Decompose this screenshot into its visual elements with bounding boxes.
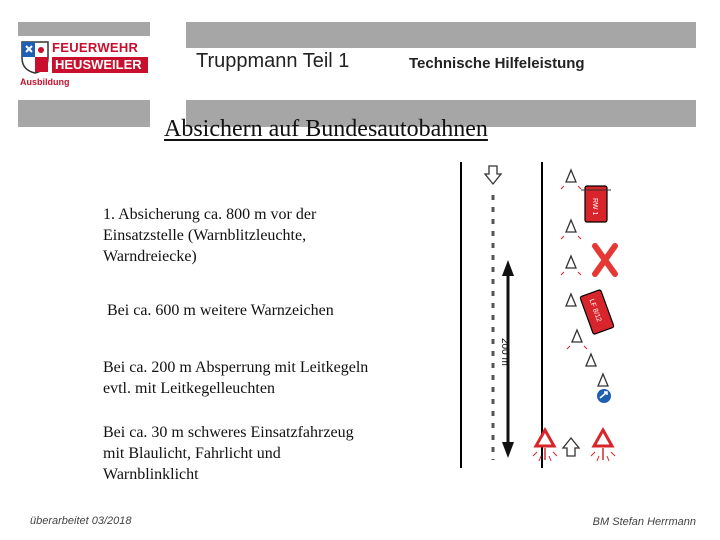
traffic-cone-icon — [566, 220, 576, 232]
traffic-cone-icon — [572, 330, 582, 342]
paragraph-line: Einsatzstelle (Warnblitzleuchte, — [103, 227, 307, 244]
header-subtitle: Technische Hilfeleistung — [409, 55, 585, 72]
paragraph-3 — [103, 357, 368, 399]
warning-triangle-icon — [591, 430, 615, 461]
distance-label: 200 m — [499, 338, 510, 366]
traffic-cone-icon — [598, 374, 608, 386]
crest-icon — [20, 40, 50, 74]
paragraph-line: Bei ca. 30 m schweres Einsatzfahrzeug — [103, 424, 354, 441]
fire-engine-icon — [580, 289, 614, 334]
header-title: Truppmann Teil 1 — [196, 50, 350, 72]
footer-revision: überarbeitet 03/2018 — [30, 515, 132, 527]
paragraph-1 — [103, 204, 316, 267]
paragraph-line: mit Blaulicht, Fahrlicht und — [103, 445, 281, 462]
logo-line-1: FEUERWEHR — [52, 40, 139, 55]
slide-title: Absichern auf Bundesautobahnen — [164, 116, 488, 142]
paragraph-line: Bei ca. 600 m weitere Warnzeichen — [107, 302, 334, 319]
vehicle-label: RW 1 — [591, 198, 598, 216]
rescue-vehicle-icon — [581, 186, 611, 222]
header-bar-top-right — [186, 22, 696, 48]
brand-logo — [18, 36, 150, 90]
footer-author: BM Stefan Herrmann — [592, 516, 696, 528]
traffic-cone-icon — [566, 294, 576, 306]
warning-triangle-icon — [533, 430, 557, 461]
accident-cross-icon — [595, 246, 615, 274]
autobahn-diagram — [455, 160, 635, 470]
logo-line-3: Ausbildung — [20, 77, 70, 87]
traffic-cone-icon — [566, 170, 576, 182]
traffic-arrow-icon — [563, 438, 579, 456]
header-bar-bottom-left — [18, 100, 150, 127]
traffic-cone-icon — [566, 256, 576, 268]
paragraph-line: Bei ca. 200 m Absperrung mit Leitkegeln — [103, 359, 369, 376]
logo-line-2: HEUSWEILER — [52, 57, 148, 73]
paragraph-line: evtl. mit Leitkegelleuchten — [103, 380, 275, 397]
paragraph-2 — [107, 300, 334, 321]
paragraph-line: Warnblinklicht — [103, 466, 199, 483]
traffic-cone-icon — [586, 354, 596, 366]
vehicle-label: LF 8/12 — [587, 298, 603, 323]
paragraph-line: 1. Absicherung ca. 800 m vor der — [103, 206, 317, 223]
header-bar-top — [18, 22, 150, 36]
paragraph-line: Warndreiecke) — [103, 248, 197, 265]
traffic-arrow-icon — [485, 166, 501, 184]
paragraph-4 — [103, 422, 354, 485]
direction-sign-icon — [597, 389, 611, 403]
